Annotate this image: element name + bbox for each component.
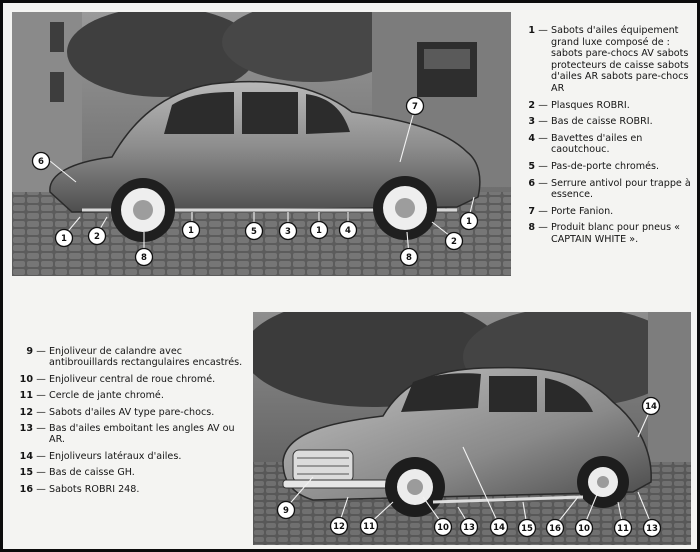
legend-number: 6 xyxy=(528,177,535,189)
callout-marker-label: 15 xyxy=(521,524,533,534)
legend-dash: — xyxy=(538,132,548,144)
legend-number: 11 xyxy=(19,390,33,402)
legend-number: 12 xyxy=(19,406,33,418)
legend-number: 14 xyxy=(19,450,33,462)
top-legend-list xyxy=(517,25,697,251)
legend-text: Serrure antivol pour trappe à essence. xyxy=(551,177,691,201)
top-callout-marker-4 xyxy=(340,222,357,239)
callout-marker-label: 10 xyxy=(437,523,449,533)
bottom-callout-marker-13 xyxy=(461,519,478,536)
legend-text: Enjoliveur de calandre avec antibrouillards rectangulaires encastrés. xyxy=(49,346,243,369)
legend-number: 5 xyxy=(528,160,535,172)
legend-dash: — xyxy=(36,483,46,495)
legend-item xyxy=(517,100,697,112)
legend-item xyxy=(517,116,697,128)
legend-item xyxy=(517,25,697,95)
legend-item xyxy=(517,178,697,201)
bottom-callout-marker-15 xyxy=(519,520,536,537)
legend-dash: — xyxy=(36,390,46,402)
callout-marker-label: 1 xyxy=(61,234,67,244)
bottom-callout-marker-11 xyxy=(361,518,378,535)
legend-text: Bas de caisse ROBRI. xyxy=(551,116,653,128)
legend-number: 13 xyxy=(19,423,33,435)
legend-number: 1 xyxy=(528,25,535,36)
callout-marker-label: 16 xyxy=(549,524,561,534)
legend-text: Sabots ROBRI 248. xyxy=(49,483,140,495)
bottom-callout-marker-13 xyxy=(644,520,661,537)
top-callout-marker-6 xyxy=(33,153,50,170)
legend-text: Bavettes d'ailes en caoutchouc. xyxy=(551,132,643,156)
callout-marker-label: 14 xyxy=(645,402,657,412)
callout-marker-label: 1 xyxy=(188,226,194,236)
legend-dash: — xyxy=(538,25,548,36)
side-view-car-photo xyxy=(12,12,511,276)
legend-item xyxy=(11,467,251,478)
legend-item xyxy=(517,133,697,156)
legend-number: 15 xyxy=(19,467,33,479)
top-callout-marker-7 xyxy=(407,98,424,115)
legend-text: Bas de caisse GH. xyxy=(49,467,135,479)
callout-marker-label: 10 xyxy=(578,524,590,534)
callout-marker-label: 1 xyxy=(316,226,322,236)
legend-number: 9 xyxy=(26,346,33,357)
legend-item xyxy=(11,423,251,446)
callout-marker-label: 8 xyxy=(141,253,147,263)
legend-number: 7 xyxy=(528,205,535,217)
bottom-callout-marker-14 xyxy=(643,398,660,415)
bottom-callout-marker-10 xyxy=(435,519,452,536)
legend-item xyxy=(11,374,251,385)
legend-text: Sabots d'ailes équipement grand luxe composé de : sabots pare-chocs AV sabots protecteurs de caisse sabots d'ailes AR sabots pare-chocs AR xyxy=(551,25,689,94)
top-callout-marker-1 xyxy=(311,222,328,239)
legend-text: Pas-de-porte chromés. xyxy=(551,160,660,172)
callout-marker-label: 9 xyxy=(283,506,289,516)
top-callout-marker-2 xyxy=(446,233,463,250)
legend-number: 8 xyxy=(528,222,535,234)
callout-marker-label: 12 xyxy=(333,522,345,532)
bottom-callout-marker-14 xyxy=(491,519,508,536)
legend-dash: — xyxy=(36,450,46,462)
legend-text: Plasques ROBRI. xyxy=(551,99,630,111)
legend-text: Enjoliveur central de roue chromé. xyxy=(49,373,216,385)
callout-marker-label: 13 xyxy=(646,524,658,534)
callout-marker-label: 1 xyxy=(466,217,472,227)
legend-item xyxy=(517,206,697,218)
callout-marker-label: 2 xyxy=(451,237,457,247)
legend-item xyxy=(11,484,251,495)
legend-text: Sabots d'ailes AV type pare-chocs. xyxy=(49,406,215,418)
legend-text: Enjoliveurs latéraux d'ailes. xyxy=(49,450,182,462)
callout-marker-label: 5 xyxy=(251,227,257,237)
three-quarter-front-car-photo xyxy=(253,312,691,545)
callout-marker-label: 6 xyxy=(38,157,44,167)
legend-item xyxy=(11,390,251,401)
top-callout-marker-1 xyxy=(461,213,478,230)
legend-number: 10 xyxy=(19,373,33,385)
legend-item xyxy=(11,407,251,418)
legend-text: Bas d'ailes emboitant les angles AV ou AR. xyxy=(49,423,235,446)
legend-dash: — xyxy=(538,205,548,217)
bottom-callout-marker-11 xyxy=(615,520,632,537)
callout-marker-label: 11 xyxy=(617,524,629,534)
top-callout-marker-8 xyxy=(401,249,418,266)
bottom-callout-marker-10 xyxy=(576,520,593,537)
bottom-callout-marker-16 xyxy=(547,520,564,537)
legend-dash: — xyxy=(36,423,46,435)
legend-dash: — xyxy=(538,222,548,234)
top-callout-marker-3 xyxy=(280,223,297,240)
top-callout-marker-8 xyxy=(136,249,153,266)
bottom-callout-marker-12 xyxy=(331,518,348,535)
legend-dash: — xyxy=(36,373,46,385)
legend-number: 3 xyxy=(528,116,535,128)
callout-marker-label: 8 xyxy=(406,253,412,263)
legend-text: Cercle de jante chromé. xyxy=(49,390,164,402)
callout-marker-label: 14 xyxy=(493,523,505,533)
top-callout-marker-1 xyxy=(56,230,73,247)
legend-number: 2 xyxy=(528,99,535,111)
top-callout-marker-1 xyxy=(183,222,200,239)
callout-marker-label: 11 xyxy=(363,522,375,532)
bottom-callout-marker-9 xyxy=(278,502,295,519)
legend-dash: — xyxy=(538,99,548,111)
legend-dash: — xyxy=(538,177,548,189)
top-callout-marker-5 xyxy=(246,223,263,240)
callout-marker-label: 4 xyxy=(345,226,351,236)
legend-item xyxy=(517,161,697,173)
legend-item xyxy=(11,346,251,369)
legend-item xyxy=(517,222,697,245)
legend-number: 4 xyxy=(528,132,535,144)
legend-text: Porte Fanion. xyxy=(551,205,614,217)
legend-text: Produit blanc pour pneus « CAPTAIN WHITE ». xyxy=(551,222,681,245)
bottom-legend-list xyxy=(11,346,251,500)
legend-number: 16 xyxy=(19,483,33,495)
callout-marker-label: 13 xyxy=(463,523,475,533)
legend-dash: — xyxy=(36,346,46,357)
legend-dash: — xyxy=(538,160,548,172)
legend-item xyxy=(11,451,251,462)
legend-dash: — xyxy=(36,467,46,479)
legend-dash: — xyxy=(538,116,548,128)
top-callout-marker-2 xyxy=(89,228,106,245)
callout-marker-label: 7 xyxy=(412,102,418,112)
callout-marker-label: 2 xyxy=(94,232,100,242)
callout-marker-label: 3 xyxy=(285,227,291,237)
legend-dash: — xyxy=(36,406,46,418)
